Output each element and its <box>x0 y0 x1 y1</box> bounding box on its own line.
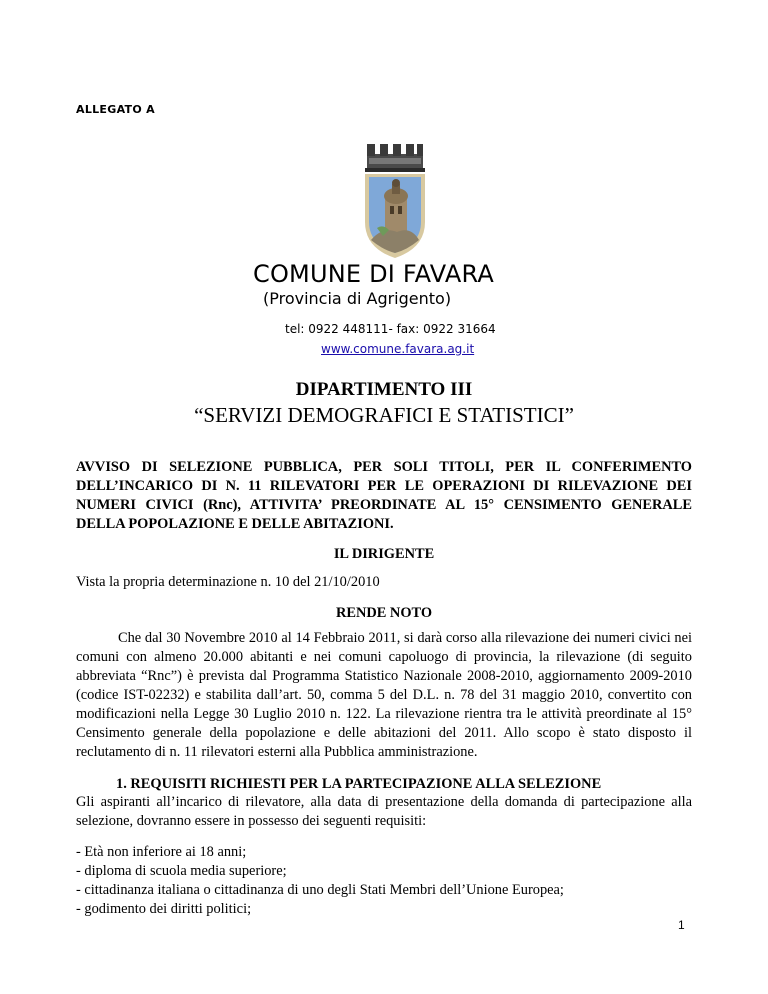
section-title: 1. REQUISITI RICHIESTI PER LA PARTECIPAZIONE ALLA SELEZIONE <box>116 776 602 792</box>
section-intro: Gli aspiranti all’incarico di rilevatore, alla data di presentazione della domanda di partecipazione alla selezione, dovranno essere in possesso dei seguenti requisiti: <box>76 794 692 829</box>
department-title: DIPARTIMENTO III <box>295 379 473 400</box>
website-link[interactable]: www.comune.favara.ag.it <box>321 342 475 356</box>
rende-noto-heading: RENDE NOTO <box>335 605 433 621</box>
coat-of-arms-icon <box>357 140 433 260</box>
list-item: - Età non inferiore ai 18 anni; <box>76 844 247 860</box>
list-item: - godimento dei diritti politici; <box>76 901 252 917</box>
notice-body: Che dal 30 Novembre 2010 al 14 Febbraio 2011, si darà corso alla rilevazione dei numeri civici nei comuni con almeno 20.000 abitanti e nei comuni capoluogo di provincia, la rilevazione (di seguito abbreviata “Rnc”) è prevista dal Programma Statistico Nazionale 2008-2010, aggiornamento 2009-2010 (codice IST-02232) e stabilita dall’art. 50, comma 5 del D.L. n. 78 del 31 maggio 2010, convertito con modificazioni nella Legge 30 Luglio 2010 n. 122. La rilevazione rientra tra le attività preordinate al 15° Censimento generale della popolazione e delle abitazioni del 2011. Allo scopo è stato disposto il reclutamento di n. 11 rilevatori esterni alla Pubblica amministrazione. <box>76 630 692 760</box>
vista-line: Vista la propria determinazione n. 10 del 21/10/2010 <box>76 574 380 590</box>
notice-heading: AVVISO DI SELEZIONE PUBBLICA, PER SOLI TITOLI, PER IL CONFERIMENTO DELL’INCARICO DI N. 11 RILEVATORI PER LE OPERAZIONI DI RILEVAZIONE DEI NUMERI CIVICI (Rnc), ATTIVITA’ PREORDINATE AL 15° CENSIMENTO GENERALE DELLA POPOLAZIONE E DELLE ABITAZIONI. <box>76 459 692 532</box>
dirigente-heading: IL DIRIGENTE <box>333 546 435 562</box>
department-subtitle: “SERVIZI DEMOGRAFICI E STATISTICI” <box>194 403 574 427</box>
list-item: - cittadinanza italiana o cittadinanza di uno degli Stati Membri dell’Unione Europea; <box>76 882 564 898</box>
page-number: 1 <box>678 918 685 932</box>
organization-name: COMUNE DI FAVARA <box>253 260 494 288</box>
organization-contacts: tel: 0922 448111- fax: 0922 31664 <box>285 322 496 336</box>
organization-block <box>253 260 553 358</box>
requirements-list <box>76 843 696 919</box>
allegato-label: ALLEGATO A <box>76 103 155 116</box>
organization-province: (Provincia di Agrigento) <box>263 289 452 308</box>
list-item: - diploma di scuola media superiore; <box>76 863 287 879</box>
